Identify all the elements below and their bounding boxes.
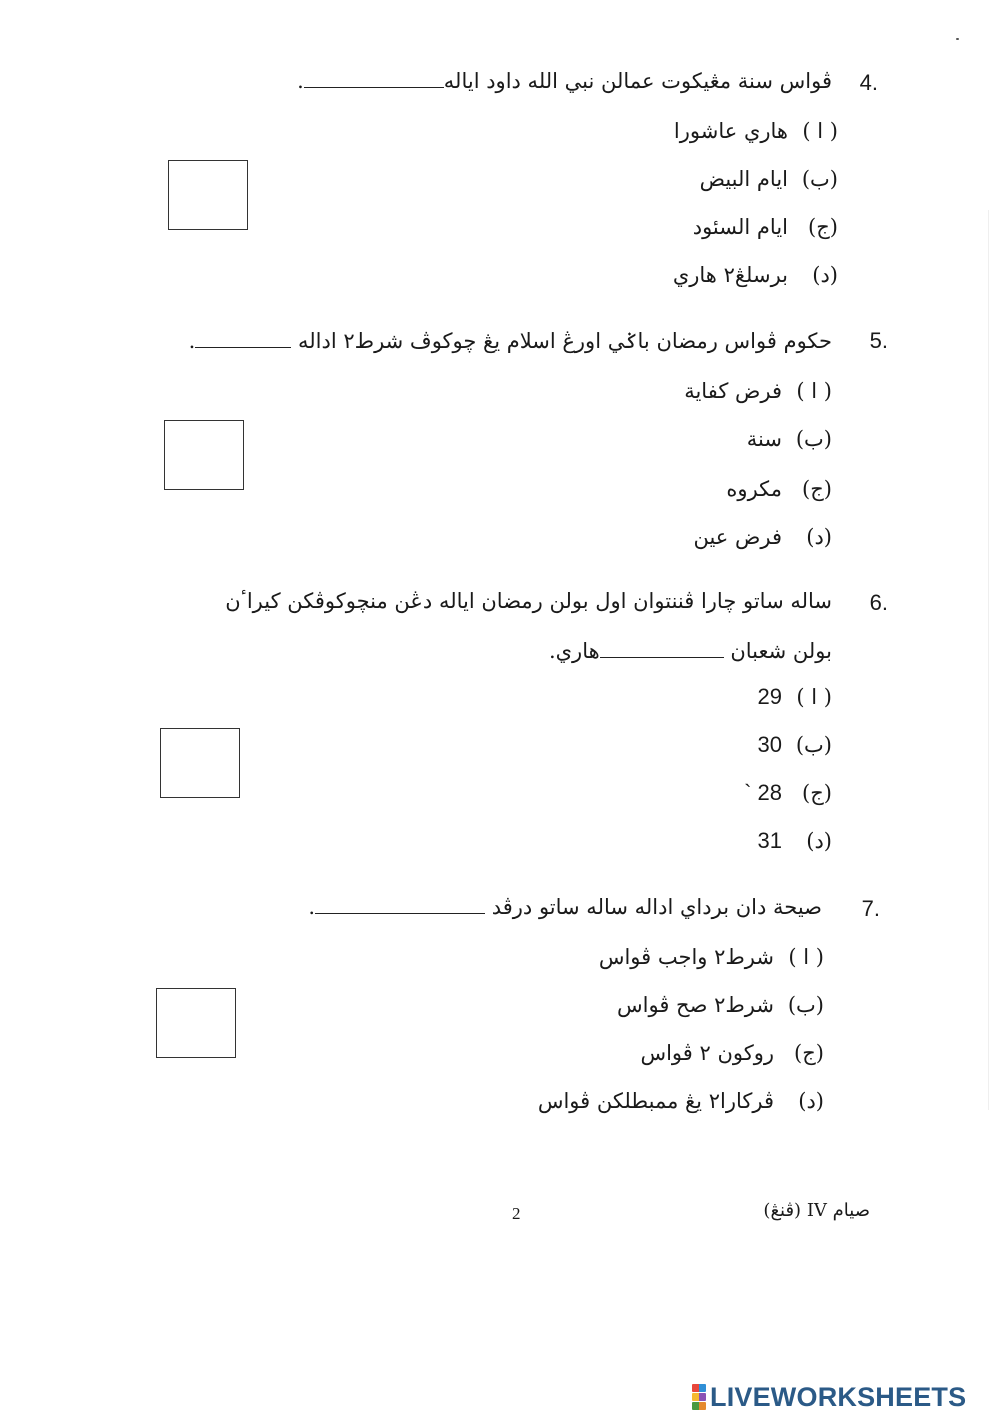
option-b: (ب)شرط٢ صح ڤواس <box>617 993 824 1017</box>
question-stem-text: حکوم ڤواس رمضان باݢي اورڠ اسلام يڠ چوکوڤ شرط٢ اداله <box>298 329 832 353</box>
answer-blank <box>195 329 291 348</box>
answer-box[interactable] <box>160 728 240 798</box>
scan-speck <box>956 38 959 40</box>
page-number: 2 <box>512 1204 521 1223</box>
question-number: 5. <box>869 328 888 353</box>
answer-blank <box>304 69 444 88</box>
liveworksheets-logo <box>692 1382 992 1412</box>
liveworksheets-logo-icon <box>692 1384 706 1410</box>
answer-box[interactable] <box>168 160 248 230</box>
question-number: 7. <box>861 896 880 921</box>
option-d: (د)فرض عين <box>693 525 832 549</box>
answer-box[interactable] <box>156 988 236 1058</box>
option-a: ( ا )هاري عاشورا <box>673 119 838 143</box>
option-c: (ج)ايام السئود <box>692 215 838 239</box>
liveworksheets-logo-text: LIVEWORKSHEETS <box>710 1381 967 1412</box>
option-d: (د)برسلڠ٢ هاري <box>672 263 838 287</box>
option-a: ( ا )فرض کفاية <box>684 379 832 403</box>
question-stem: صيحة دان برداي اداله ساله ساتو درڤد . <box>308 895 822 919</box>
question-stem-text: ڤواس سنة مڠيکوت عمالن نبي الله داود اياله <box>443 69 832 93</box>
question-stem: ساله ساتو چارا ڤننتوان اول بولن رمضان اياله دڠن منچوکوڤکن کيراٴن <box>225 589 832 613</box>
option-b: (ب)سنة <box>746 427 832 451</box>
option-a: ( ا )شرط٢ واجب ڤواس <box>598 945 824 969</box>
question-stem-text: بولن شعبان <box>730 639 832 663</box>
option-b: (ب)ايام البيض <box>699 167 838 191</box>
question-stem-continued: بولن شعبان هاري. <box>548 639 832 663</box>
option-c: (ج)مکروه <box>726 477 832 501</box>
answer-blank <box>315 895 485 914</box>
footer-title: صيام IV (ڤنڠ) <box>763 1200 870 1221</box>
question-number: 4. <box>859 70 878 95</box>
answer-box[interactable] <box>164 420 244 490</box>
question-stem: حکوم ڤواس رمضان باݢي اورڠ اسلام يڠ چوکوڤ شرط٢ اداله . <box>188 329 832 353</box>
question-stem-text: صيحة دان برداي اداله ساله ساتو درڤد <box>491 895 822 919</box>
option-d: (د)31 <box>757 828 832 853</box>
option-a: ( ا )29 <box>757 684 832 709</box>
option-d: (د)ڤرکارا٢ يڠ ممبطلکن ڤواس <box>537 1089 824 1113</box>
option-c: (ج)روکون ٢ ڤواس <box>640 1041 824 1065</box>
option-b: (ب)30 <box>757 732 832 757</box>
question-number: 6. <box>869 590 888 615</box>
option-c: (ج)28 ` <box>744 780 832 805</box>
question-stem: ڤواس سنة مڠيکوت عمالن نبي الله داود اياله. <box>297 69 832 93</box>
scan-edge <box>988 210 989 1110</box>
answer-blank <box>600 639 724 658</box>
